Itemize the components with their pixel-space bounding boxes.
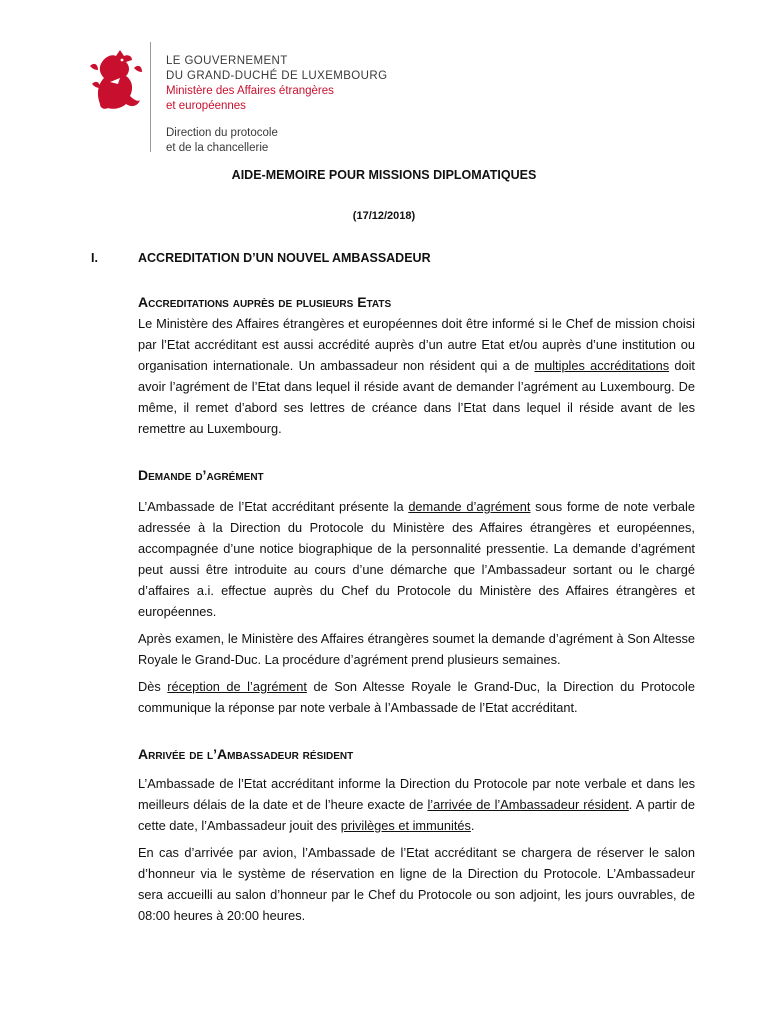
underlined-term: réception de l’agrément <box>167 679 307 694</box>
subsection-heading: Arrivée de l’Ambassadeur résident <box>138 746 354 762</box>
document-date: (17/12/2018) <box>352 210 416 222</box>
subsection-multiple-accreditations <box>138 292 695 439</box>
underlined-term: l’arrivée de l’Ambassadeur résident <box>427 797 629 812</box>
paragraph: Après examen, le Ministère des Affaires étrangères soumet la demande d’agrément à Son Altesse Royale le Grand-Duc. La procédure d’agrément prend plusieurs semaines. <box>138 631 695 667</box>
paragraph <box>138 773 695 836</box>
underlined-term: multiples accréditations <box>534 358 670 373</box>
paragraph <box>138 496 695 622</box>
gov-line-1: LE GOUVERNEMENT <box>166 55 288 67</box>
direction-line-1: Direction du protocole <box>166 127 278 139</box>
paragraph: En cas d’arrivée par avion, l’Ambassade de l’Etat accréditant se chargera de réserver le salon d’honneur via le système de réservation en ligne de la Direction du Protocole. L’Ambassadeur sera accueilli au salon d’honneur par le Chef du Protocole ou son adjoint, les jours ouvrables, de 08:00 heures à 20:00 heures. <box>138 845 695 923</box>
subsection-heading: Accreditations auprès de plusieurs Etats <box>138 294 392 310</box>
section-number: I. <box>91 251 98 265</box>
underlined-term: demande d’agrément <box>408 499 531 514</box>
red-lion-emblem <box>86 44 144 112</box>
underlined-term: privilèges et immunités <box>340 818 471 833</box>
text: sous forme de note verbale adressée à la Direction du Protocole du Ministère des Affaires étrangères et européennes, accompagnée d’une notice biographique de la personnalité pressentie. La demande d’agrément peut aussi être introduite au cours d’une démarche que l’Ambassadeur sortant ou le chargé d’affaires a.i. effectue auprès du Chef du Protocole du Ministère des Affaires étrangères et européennes. <box>138 499 695 619</box>
text: doit avoir l’agrément de l’Etat dans lequel il réside avant de demander l’agrément au Luxembourg. De même, il remet d’abord ses lettres de créance dans l’Etat dans lequel il réside avant de les remettre au Luxembourg. <box>138 358 695 436</box>
text: L’Ambassade de l’Etat accréditant présente la <box>138 499 409 514</box>
section-title: ACCREDITATION D’UN NOUVEL AMBASSADEUR <box>138 251 431 265</box>
direction-line-2: et de la chancellerie <box>166 142 269 154</box>
government-name <box>166 54 387 114</box>
letterhead-divider <box>150 42 151 152</box>
text: Le Ministère des Affaires étrangères et européennes doit être informé si le Chef de mission choisi par l’Etat accréditant est aussi accrédité auprès d’un autre Etat et/ou auprès d’une institution ou organisation internationale. Un ambassadeur non résident qui a de <box>138 316 695 373</box>
subsection-ambassador-arrival <box>138 744 695 926</box>
subsection-heading: Demande d’agrément <box>138 467 264 483</box>
text: . <box>470 818 475 833</box>
ministry-line-1: Ministère des Affaires étrangères <box>166 85 334 97</box>
text: de Son Altesse Royale le Grand-Duc, la Direction du Protocole communique la réponse par note verbale à l’Ambassade de l’Etat accréditant. <box>138 679 695 715</box>
gov-line-2: DU GRAND-DUCHÉ DE LUXEMBOURG <box>166 70 388 82</box>
text: Dès <box>138 679 168 694</box>
text: . A partir de cette date, l’Ambassadeur jouit des <box>138 797 695 833</box>
paragraph <box>138 676 695 718</box>
direction-name <box>166 126 278 156</box>
document-title: AIDE-MEMOIRE POUR MISSIONS DIPLOMATIQUES <box>231 168 537 182</box>
subsection-agrement-request <box>138 465 695 718</box>
paragraph <box>138 313 695 439</box>
ministry-line-2: et européennes <box>166 100 246 112</box>
text: L’Ambassade de l’Etat accréditant informe la Direction du Protocole par note verbale et dans les meilleurs délais de la date et de l’heure exacte de <box>138 776 695 812</box>
